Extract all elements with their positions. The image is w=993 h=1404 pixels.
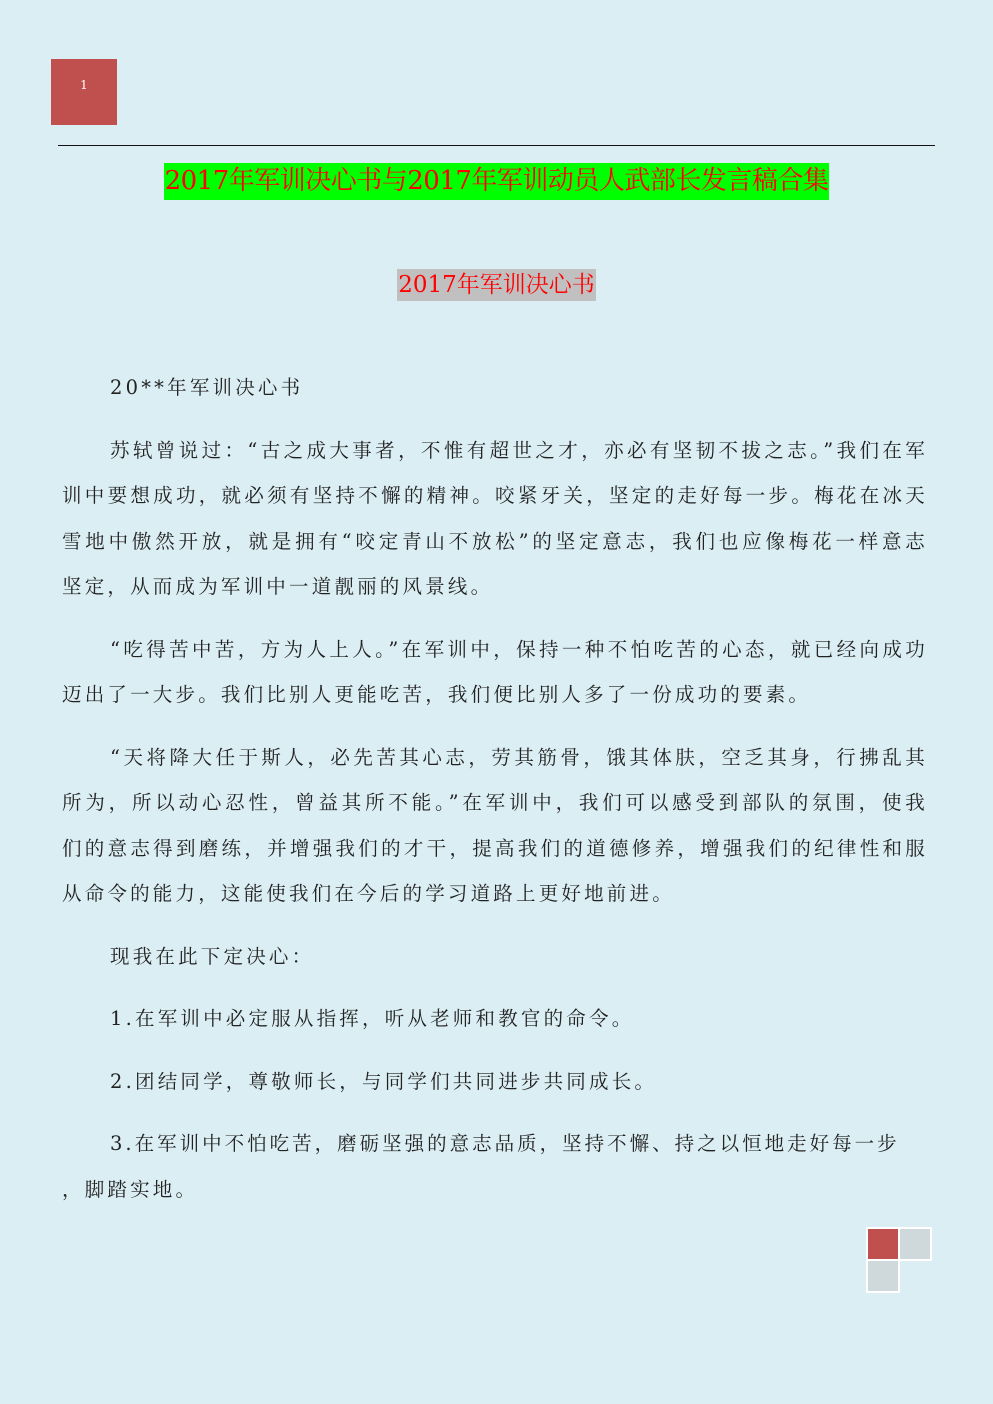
paragraph: 苏轼曾说过：“古之成大事者，不惟有超世之才，亦必有坚韧不拔之志。”我们在军训中要想成功，就必须有坚持不懈的精神。咬紧牙关，坚定的走好每一步。梅花在冰天雪地中傲然开放，就是拥有“咬定青山不放松”的坚定意志，我们也应像梅花一样意志坚定，从而成为军训中一道靓丽的风景线。 [62,438,928,598]
section-heading [0,269,993,301]
document-title [0,163,993,200]
paragraph: “吃得苦中苦，方为人上人。”在军训中，保持一种不怕吃苦的心态，就已经向成功迈出了一大步。我们比别人更能吃苦，我们便比别人多了一份成功的要素。 [62,637,928,706]
page-number-badge: 1 [51,59,117,125]
corner-logo-icon [866,1227,934,1294]
list-item: 2.团结同学，尊敬师长，与同学们共同进步共同成长。 [110,1069,658,1093]
paragraph: 20**年军训决心书 [110,376,304,399]
logo-square-gray [898,1227,932,1261]
list-item: 1.在军训中必定服从指挥，听从老师和教官的命令。 [110,1007,635,1030]
paragraph: “天将降大任于斯人，必先苦其心志，劳其筋骨，饿其体肤，空乏其身，行拂乱其所为，所以动心忍性，曾益其所不能。”在军训中，我们可以感受到部队的氛围，使我们的意志得到磨练，并增强我们的才干，提高我们的道德修养，增强我们的纪律性和服从命令的能力，这能使我们在今后的学习道路上更好地前进。 [62,745,928,905]
section-heading-text: 2017年军训决心书 [397,269,596,301]
document-title-text: 2017年军训决心书与2017年军训动员人武部长发言稿合集 [164,163,830,200]
paragraph: 现我在此下定决心： [110,944,315,968]
list-item: 3.在军训中不怕吃苦，磨砺坚强的意志品质，坚持不懈、持之以恒地走好每一步 [110,1132,900,1155]
logo-square-gray [866,1259,900,1293]
list-item-continuation: ，脚踏实地。 [62,1177,199,1201]
header-divider [58,145,935,146]
document-body [62,365,928,1229]
logo-square-red [866,1227,900,1261]
